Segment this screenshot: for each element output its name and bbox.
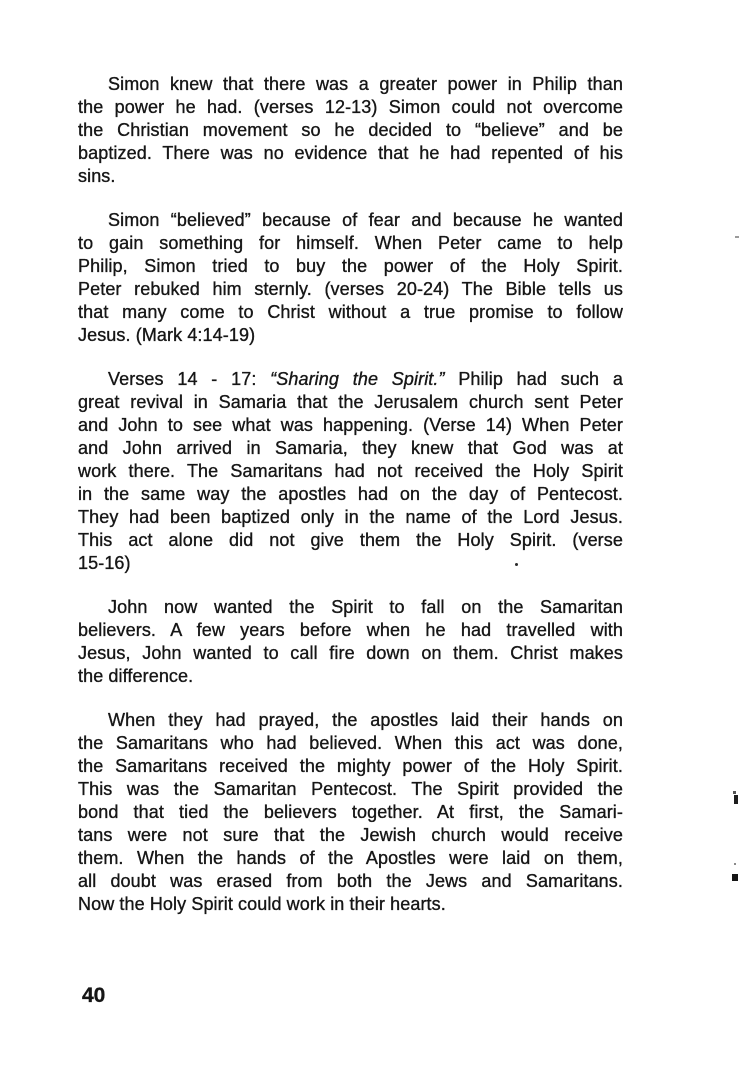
text-line: the Samaritans who had believed. When this act was done,: [78, 733, 623, 753]
text-line: When they had prayed, the apostles laid their hands on: [108, 710, 623, 730]
text-line: Simon knew that there was a greater power in Philip than: [108, 74, 623, 94]
scan-speck: [515, 563, 518, 566]
text-line: that many come to Christ without a true promise to follow: [78, 302, 623, 322]
text-line: [78, 368, 623, 391]
text-line: This was the Samaritan Pentecost. The Spirit provided the: [78, 779, 623, 799]
text-line: baptized. There was no evidence that he had repented of his: [78, 143, 623, 163]
text-line: Now the Holy Spirit could work in their hearts.: [78, 894, 446, 914]
text-line: Jesus, John wanted to call fire down on them. Christ makes: [78, 643, 623, 663]
paragraph: [78, 209, 623, 347]
scan-speck: [732, 874, 738, 881]
text-line: Simon “believed” because of fear and because he wanted: [108, 210, 623, 230]
text-line: Philip, Simon tried to buy the power of the Holy Spirit.: [78, 256, 623, 276]
scan-speck: [735, 236, 739, 238]
text-line: great revival in Samaria that the Jerusalem church sent Peter: [78, 392, 623, 412]
text-line: Jesus. (Mark 4:14-19): [78, 325, 256, 345]
text-line: and John arrived in Samaria, they knew that God was at: [78, 438, 623, 458]
paragraph: [78, 709, 623, 916]
text-line: bond that tied the believers together. At first, the Samari-: [78, 802, 623, 822]
scan-speck: [734, 795, 738, 804]
text-segment: Philip had such a: [444, 369, 623, 389]
text-line: the difference.: [78, 666, 194, 686]
paragraph: [78, 368, 623, 575]
text-segment: Verses 14 - 17:: [108, 369, 271, 389]
text-line: This act alone did not give them the Holy Spirit. (verse: [78, 530, 623, 550]
text-line: and John to see what was happening. (Verse 14) When Peter: [78, 415, 623, 435]
scan-speck: [734, 863, 736, 865]
text-line: the Christian movement so he decided to “believe” and be: [78, 120, 623, 140]
text-line: 15-16): [78, 553, 131, 573]
text-line: believers. A few years before when he had travelled with: [78, 620, 623, 640]
text-line: They had been baptized only in the name of the Lord Jesus.: [78, 507, 623, 527]
text-line: all doubt was erased from both the Jews and Samaritans.: [78, 871, 623, 891]
italic-phrase: “Sharing the Spirit.”: [270, 369, 445, 389]
paragraph: [78, 73, 623, 188]
text-line: John now wanted the Spirit to fall on the Samaritan: [108, 597, 623, 617]
scan-speck: [733, 791, 736, 794]
paragraph: [78, 596, 623, 688]
text-line: sins.: [78, 166, 116, 186]
text-line: them. When the hands of the Apostles were laid on them,: [78, 848, 623, 868]
text-line: Peter rebuked him sternly. (verses 20-24) The Bible tells us: [78, 279, 623, 299]
text-line: work there. The Samaritans had not received the Holy Spirit: [78, 461, 623, 481]
text-line: the power he had. (verses 12-13) Simon could not overcome: [78, 97, 623, 117]
body-text: [78, 73, 623, 937]
text-line: tans were not sure that the Jewish church would receive: [78, 825, 623, 845]
text-line: in the same way the apostles had on the day of Pentecost.: [78, 484, 623, 504]
text-line: to gain something for himself. When Peter came to help: [78, 233, 623, 253]
page-number: 40: [82, 984, 106, 1007]
text-line: the Samaritans received the mighty power of the Holy Spirit.: [78, 756, 623, 776]
